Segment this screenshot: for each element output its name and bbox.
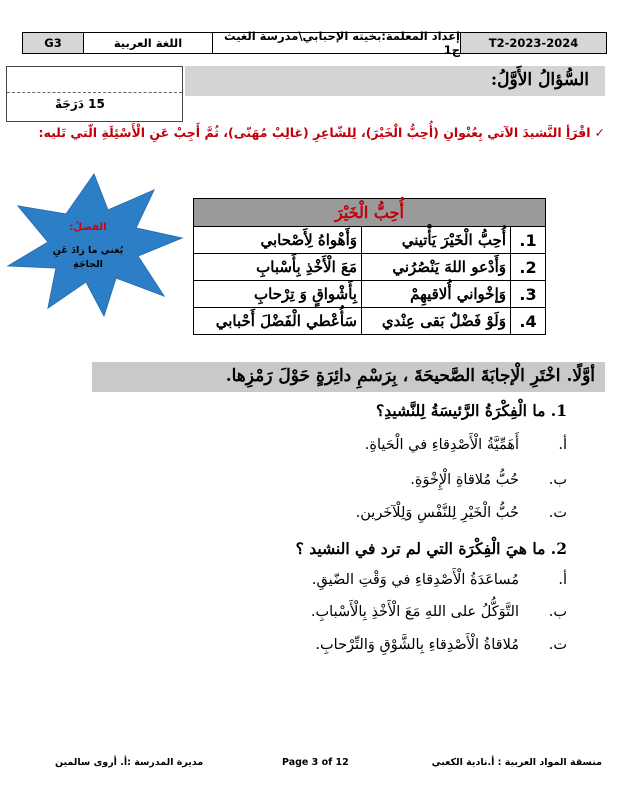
header-table	[22, 29, 607, 57]
table-row	[194, 227, 546, 254]
option-letter: ب.	[548, 472, 567, 488]
table-row	[194, 254, 546, 281]
verse-second-half: بِأَشْواقٍ وَ تِرْحابِ	[194, 281, 362, 308]
option-text: حُبُّ مُلاقاةِ الْإِخْوَةِ.	[410, 472, 519, 488]
instruction	[15, 125, 605, 140]
question-1: 1. ما الْفِكْرَةُ الرَّئيسَةُ لِلنَّشيدِ؟	[375, 401, 567, 420]
check-icon: ✓	[594, 125, 605, 140]
option-letter: أ.	[558, 572, 567, 588]
verse-number: 4.	[511, 308, 546, 335]
verse-second-half: وَأَهْواهُ لِأَصْحابي	[194, 227, 362, 254]
option-letter: ت.	[548, 637, 567, 653]
poem-title: أُحِبُّ الْخَيْرَ	[194, 199, 546, 227]
footer-coordinator: منسقة المواد العربية : أ.نادية الكعبي	[431, 757, 602, 768]
option-1a[interactable]	[27, 437, 567, 453]
option-letter: ب.	[548, 604, 567, 620]
footer-principal: مديرة المدرسة :أ. أروى سالمين	[55, 757, 204, 768]
year-cell: T2-2023-2024	[460, 33, 606, 53]
part-title-bar	[92, 362, 605, 392]
verse-second-half: سَأُعْطي الْفَضْلَ أَحْبابي	[194, 308, 362, 335]
option-letter: أ.	[558, 437, 567, 453]
verse-second-half: مَعَ الْأَخْذِ بِأَسْبابِ	[194, 254, 362, 281]
verse-first-half: وَأَدْعو اللهَ يَنْصُرُني	[362, 254, 511, 281]
option-2b[interactable]	[27, 604, 567, 620]
verse-number: 3.	[511, 281, 546, 308]
prepared-by-cell: إعداد المعلمة:بخيته الإحبابي\مدرسة الغيث ح1	[212, 33, 460, 53]
grade-label: 15 دَرَجَةً	[55, 97, 105, 111]
grade-cell: G3	[23, 33, 83, 53]
option-1c[interactable]	[27, 505, 567, 521]
verse-number: 1.	[511, 227, 546, 254]
section-title: السُّؤالُ الأَوَّلُ:	[490, 70, 589, 90]
instruction-text: اقْرَأِ النَّشيدَ الآتي بِعُنْوانِ (أُحِبُّ الْخَيْرَ)، لِلشّاعِرِ (غالِبْ مُهَنّى)، ثُمَّ أَجِبْ عَنِ الْأَسْئِلَةِ الّتي تَليه:	[38, 125, 591, 140]
option-text: أَهَمِّيَّةُ الْأَصْدِقاءِ في الْحَياةِ.	[364, 437, 519, 453]
poem-table	[193, 198, 546, 335]
star-note-text: يُغني ما زادَ عَنِ الحاجَةِ	[52, 245, 124, 270]
verse-number: 2.	[511, 254, 546, 281]
grade-divider	[7, 92, 182, 93]
verse-first-half: أُحِبُّ الْخَيْرَ يَأْتيني	[362, 227, 511, 254]
option-text: حُبُّ الْخَيْرِ لِلنَّفْسِ وَلِلْآخَرين.	[355, 505, 519, 521]
verse-first-half: وَإخْواني أُلاقيهِمْ	[362, 281, 511, 308]
option-text: مُلاقاةُ الْأَصْدِقاءِ بِالشَّوْقِ وَالتِّرْحابِ.	[315, 637, 519, 653]
table-row	[194, 308, 546, 335]
option-1b[interactable]	[27, 472, 567, 488]
option-text: مُساعَدَةُ الْأَصْدِقاءِ في وَقْتِ الضّيقِ.	[311, 572, 519, 588]
option-letter: ت.	[548, 505, 567, 521]
table-row	[194, 281, 546, 308]
part-title: أوَّلًا. اخْتَرِ الْإجابَةَ الصَّحيحَةَ ، بِرَسْمِ دائِرَةٍ حَوْلَ رَمْزِها.	[225, 366, 595, 386]
star-note-title: الفضلُ:	[69, 222, 107, 233]
option-2c[interactable]	[27, 637, 567, 653]
verse-first-half: وَلَوْ فَضْلٌ بَقى عِنْدي	[362, 308, 511, 335]
grade-box	[6, 66, 183, 122]
footer-page-number: Page 3 of 12	[282, 757, 349, 768]
option-text: التَّوَكُّلُ على اللهِ مَعَ الْأَخْذِ بِالْأَسْبابِ.	[310, 604, 519, 620]
section-title-bar	[185, 66, 605, 96]
option-2a[interactable]	[27, 572, 567, 588]
question-2: 2. ما هيَ الْفِكْرَة التي لم ترد في النشيد ؟	[295, 539, 567, 558]
subject-cell: اللغة العربية	[83, 33, 212, 53]
